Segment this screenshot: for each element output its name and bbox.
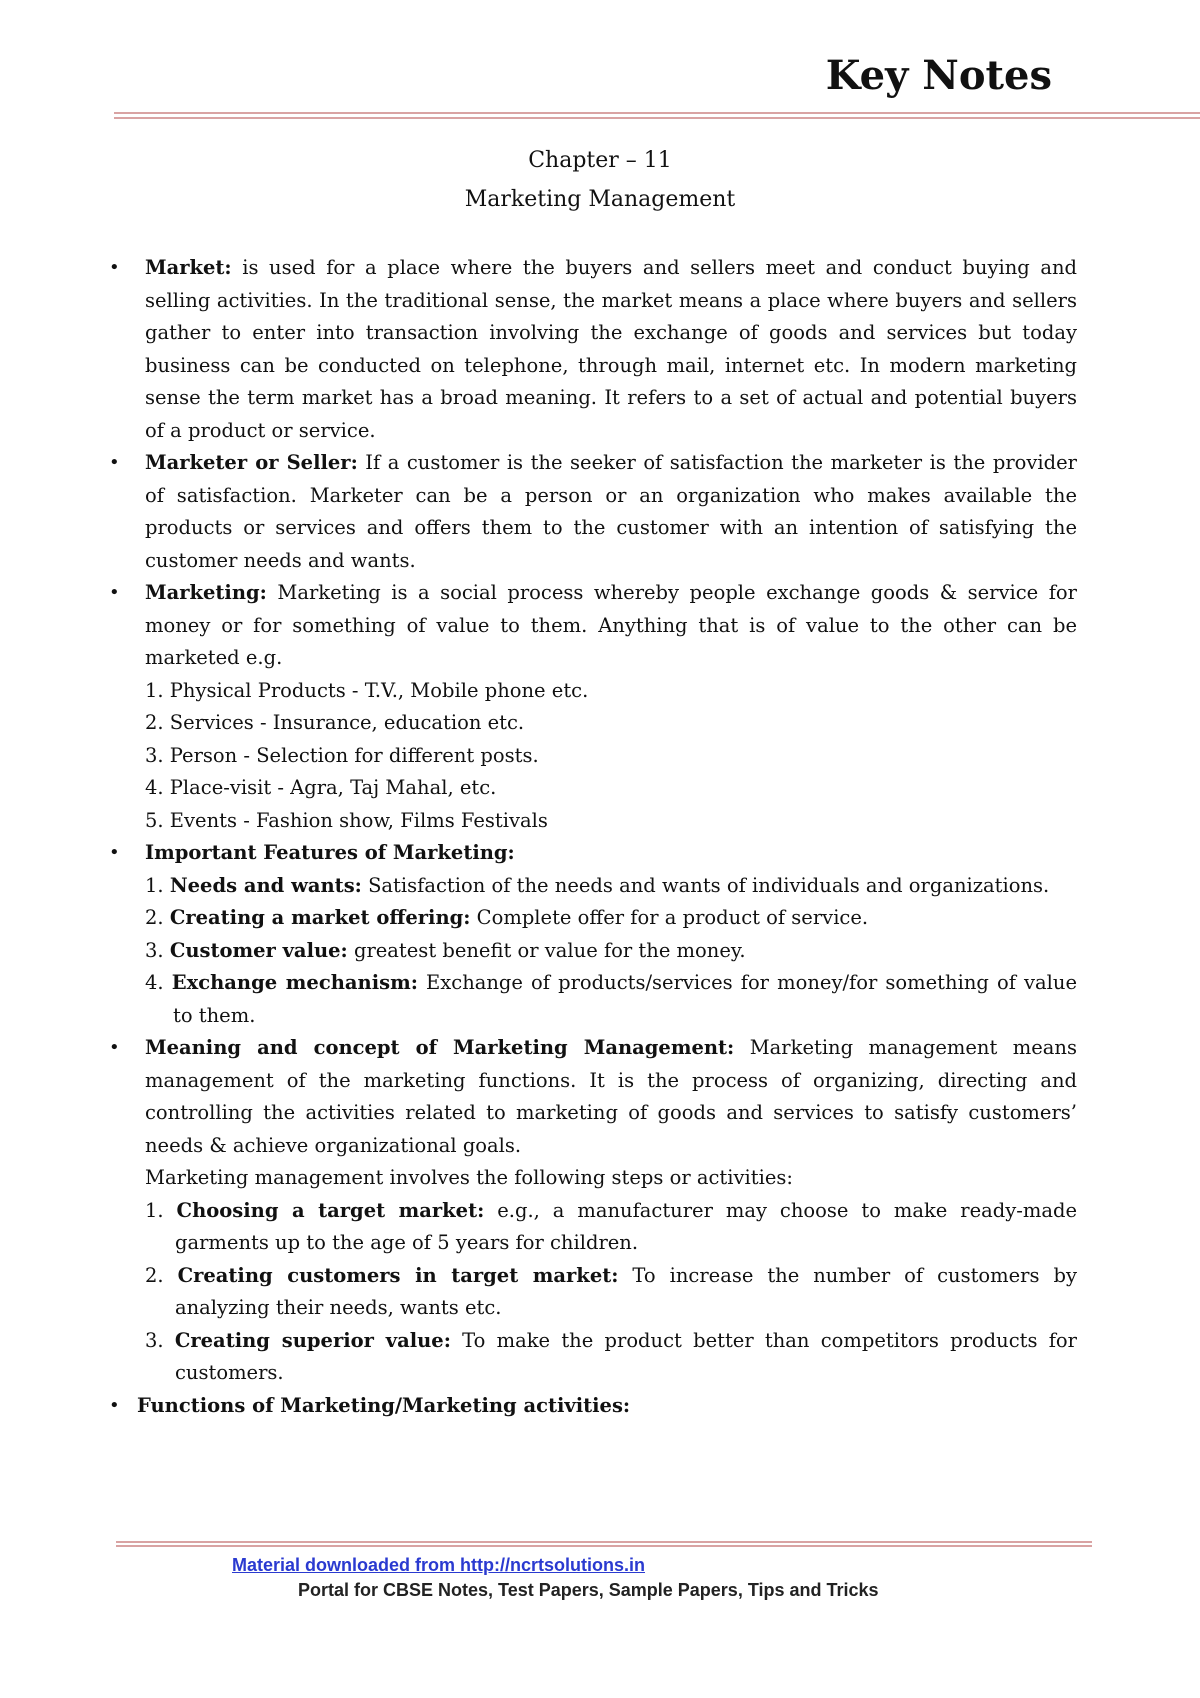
bullet-icon: • [109, 1394, 120, 1416]
bullet-marketer [105, 447, 1077, 577]
feature-item: 3. Customer value: greatest benefit or value for the money. [145, 938, 746, 962]
footer-divider [116, 1541, 1092, 1547]
example-item: 5. Events - Fashion show, Films Festivals [145, 808, 548, 832]
step-item: 3. Creating superior value: To make the product better than competitors products for customers. [145, 1328, 1077, 1384]
term-marketing-management: Meaning and concept of Marketing Management: [145, 1036, 735, 1059]
definition-market: is used for a place where the buyers and sellers meet and conduct buying and selling activities. In the traditional sense, the market means a place where buyers and sellers gather to enter into transaction involving the exchange of goods and services but today business can be conducted on telephone, through mail, internet etc. In modern marketing sense the term market has a broad meaning. It refers to a set of actual and potential buyers of a product or service. [145, 256, 1077, 442]
term-market: Market: [145, 256, 232, 279]
bullet-icon: • [109, 1037, 120, 1058]
definition-marketing: Marketing is a social process whereby people exchange goods & service for money or for something of value to them. Anything that is of value to the other can be marketed e.g. [145, 581, 1077, 669]
bullet-icon: • [109, 452, 120, 473]
subject-heading: Marketing Management [464, 187, 736, 212]
example-item: 2. Services - Insurance, education etc. [145, 711, 525, 734]
header-divider [114, 112, 1200, 119]
step-item: 1. Choosing a target market: e.g., a manufacturer may choose to make ready-made garments up to the age of 5 years for children. [145, 1198, 1077, 1254]
term-features: Important Features of Marketing: [145, 841, 515, 864]
bullet-icon: • [109, 582, 120, 603]
header-title: Key Notes [825, 52, 1052, 99]
example-item: 3. Person - Selection for different posts. [145, 743, 539, 767]
bullet-market [105, 252, 1077, 447]
example-item: 1. Physical Products - T.V., Mobile phone etc. [145, 678, 589, 702]
example-item: 4. Place-visit - Agra, Taj Mahal, etc. [145, 776, 497, 799]
definition-marketer: If a customer is the seeker of satisfaction the marketer is the provider of satisfaction. Marketer can be a person or an organization who makes available the products or services and offers them to the customer with an intention of satisfying the customer needs and wants. [145, 451, 1077, 572]
term-marketer: Marketer or Seller: [145, 451, 358, 474]
footer-download-link[interactable]: Material downloaded from http://ncrtsolutions.in [232, 1555, 645, 1575]
steps-intro: Marketing management involves the following steps or activities: [145, 1166, 793, 1189]
bullet-marketing [105, 577, 1077, 837]
footer-portal-text: Portal for CBSE Notes, Test Papers, Sample Papers, Tips and Tricks [298, 1580, 879, 1600]
definition-marketing-management: Marketing management means management of the marketing functions. It is the process of organizing, directing and controlling the activities related to marketing of goods and services to satisfy customers’ needs & achieve organizational goals. [145, 1036, 1077, 1157]
bullet-marketing-management [105, 1032, 1077, 1390]
term-marketing: Marketing: [145, 581, 267, 604]
feature-item: 1. Needs and wants: Satisfaction of the needs and wants of individuals and organizations. [145, 873, 1050, 897]
term-functions: Functions of Marketing/Marketing activities: [137, 1393, 631, 1417]
step-item: 2. Creating customers in target market: To increase the number of customers by analyzing their needs, wants etc. [145, 1263, 1077, 1319]
bullet-functions [105, 1390, 1077, 1423]
feature-item: 4. Exchange mechanism: Exchange of products/services for money/for something of value to them. [145, 971, 1077, 1027]
chapter-heading: Chapter – 11 [528, 148, 672, 173]
bullet-icon: • [109, 842, 120, 863]
feature-item: 2. Creating a market offering: Complete offer for a product of service. [145, 906, 869, 929]
bullet-icon: • [109, 257, 120, 278]
notes-body [105, 252, 1077, 1422]
bullet-features [105, 837, 1077, 1032]
